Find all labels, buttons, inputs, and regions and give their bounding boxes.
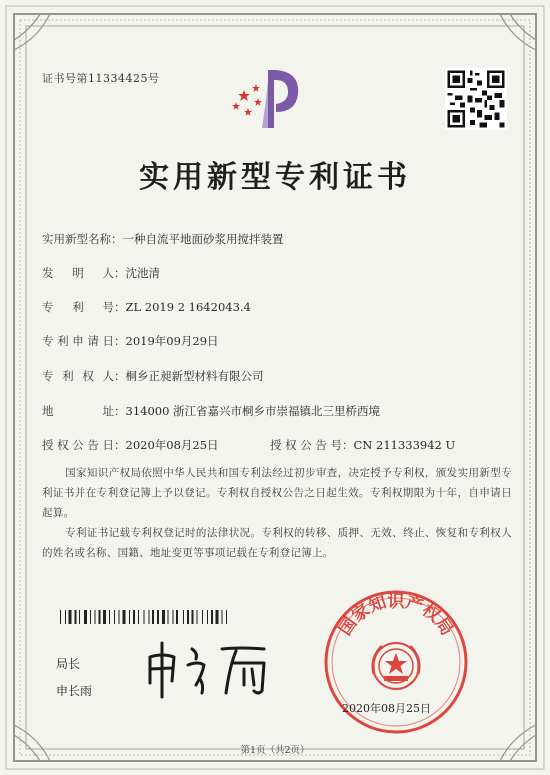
qr-code	[445, 68, 507, 130]
utility-name-value: 一种自流平地面砂浆用搅拌装置	[122, 232, 284, 246]
patent-number-label: 专 利 号	[42, 300, 114, 314]
svg-text:国家知识产权局	[335, 592, 456, 640]
grant-number-label: 授权公告号	[270, 438, 342, 452]
patent-number-value: ZL 2019 2 1642043.4	[125, 300, 251, 314]
patentee-label: 专利权人	[42, 369, 114, 383]
field-patentee: 专利权人：桐乡正昶新型材料有限公司	[42, 369, 264, 383]
inventor-label: 发 明 人	[42, 266, 114, 280]
utility-name-label: 实用新型名称	[42, 232, 111, 246]
field-address: 地 址：314000 浙江省嘉兴市桐乡市崇福镇北三里桥西境	[42, 404, 381, 418]
certificate-title: 实用新型专利证书	[139, 160, 411, 195]
field-inventor: 发 明 人：沈池清	[42, 266, 160, 280]
legal-paragraph-1: 国家知识产权局依照中华人民共和国专利法经过初步审查，决定授予专利权，颁发实用新型专利证书并在专利登记簿上予以登记。专利权自授权公告之日起生效。专利权期限为十年，自申请日起算。	[42, 467, 512, 519]
director-name: 申长雨	[56, 684, 93, 698]
barcode	[60, 610, 268, 624]
filing-date-label: 专利申请日	[42, 334, 114, 348]
field-utility-name: 实用新型名称：一种自流平地面砂浆用搅拌装置	[42, 232, 284, 246]
seal-text: 国家知识产权局	[335, 591, 457, 640]
address-label: 地 址	[42, 404, 114, 418]
grant-date-label: 授权公告日	[42, 438, 114, 452]
grant-number-value: CN 211333942 U	[353, 438, 456, 452]
field-grant-number: 授权公告号：CN 211333942 U	[270, 438, 456, 452]
inventor-value: 沈池清	[125, 266, 160, 280]
director-signature	[140, 635, 280, 700]
patentee-value: 桐乡正昶新型材料有限公司	[125, 369, 264, 383]
cnipa-logo-icon	[228, 62, 308, 132]
filing-date-value: 2019年09月29日	[125, 334, 219, 348]
address-value: 314000 浙江省嘉兴市桐乡市崇福镇北三里桥西境	[125, 404, 381, 418]
field-grant-date: 授权公告日：2020年08月25日	[42, 438, 219, 452]
grant-date-value: 2020年08月25日	[125, 438, 219, 452]
legal-paragraph-2: 专利证书记载专利权登记时的法律状况。专利权的转移、质押、无效、终止、恢复和专利权人的姓名或名称、国籍、地址变更等事项记载在专利登记簿上。	[42, 527, 512, 559]
page-number: 第1页（共2页）	[240, 745, 310, 756]
certificate-number: 证书号第11334425号	[42, 72, 160, 85]
field-filing-date: 专利申请日：2019年09月29日	[42, 334, 219, 348]
field-patent-number: 专 利 号：ZL 2019 2 1642043.4	[42, 300, 251, 314]
director-title: 局长	[56, 657, 81, 671]
seal-date: 2020年08月25日	[342, 702, 431, 715]
